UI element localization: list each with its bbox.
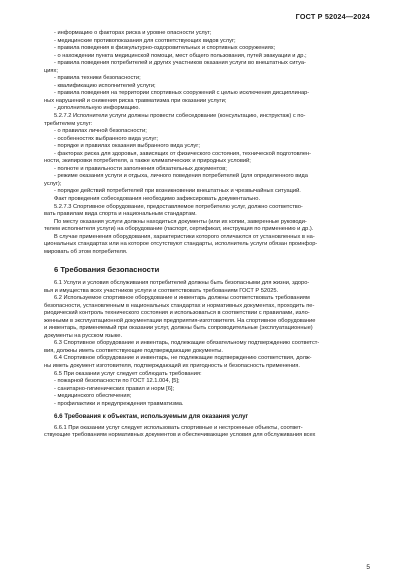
text-line: услуг);: [44, 180, 62, 187]
list-item: - о нахождении пункта медицинской помощи, мест общего пользования, путей эвакуации и др.;: [54, 52, 307, 59]
paragraph-5-2-7-3: 5.2.7.3 Спортивное оборудование, предоставляемое потребителю услуг, должно соответство-: [54, 203, 303, 210]
text-line: и инвентарь, применяемый при оказании услуг, должны быть сопроводительные (эксплуатационные): [44, 325, 313, 332]
paragraph-6-5: 6.5 При оказании услуг следует соблюдать требования:: [54, 370, 202, 377]
list-item: - правила поведения потребителей и других участников оказания услуги во внештатных ситуа-: [54, 60, 306, 67]
list-item: - правила поведения в физкультурно-оздоровительных и спортивных сооружениях;: [54, 45, 276, 52]
text-line: безопасности, установленным в национальных стандартах и нормативных документах, проходить пе-: [44, 302, 315, 309]
paragraph-6-1: 6.1 Услуги и условия обслуживания потребителей должны быть безопасными для жизни, здоро-: [54, 279, 310, 286]
text-line: циональных стандартах или на которое отсутствуют стандарты, исполнитель услуги обязан проинфор-: [44, 241, 318, 248]
list-item: - квалификацию исполнителей услуги;: [54, 82, 156, 89]
text-line: В случае применения оборудования, характеристики которого отличаются от установленных в на-: [54, 233, 315, 240]
page-number: 5: [366, 564, 370, 571]
text-line: риодический контроль технического состояния и использоваться в соответствии с правилами, изло-: [44, 310, 310, 317]
text-line: вать правилам вида спорта и национальным стандартам.: [44, 211, 197, 218]
text-line: вья и имущества всех участников услуги и соответствовать требованиям ГОСТ Р 52025.: [44, 287, 279, 294]
text-line: вия, должны иметь соответствующие подтверждающие документы.: [44, 347, 223, 354]
list-item: - санитарно-гигиенических правил и норм [6];: [54, 385, 175, 392]
list-item: - порядке действий потребителей при возникновении внештатных и чрезвычайных ситуаций.: [54, 188, 301, 195]
list-item: - полноте и правильности заполнения обязательных документов;: [54, 165, 227, 172]
text-line: циях;: [44, 67, 58, 74]
section-heading-6-6: 6.6 Требования к объектам, используемым для оказания услуг: [54, 413, 249, 421]
list-item: - порядке и правилах оказания выбранного вида услуг;: [54, 143, 200, 150]
section-heading-6: 6 Требования безопасности: [54, 265, 160, 275]
text-line: требителем услуг:: [44, 120, 93, 127]
list-item: - факторах риска для здоровья, зависящих от физического состояния, технической подготовлен-: [54, 150, 312, 157]
document-body: [44, 30, 370, 440]
list-item: - правила поведения на территории спортивных сооружений с целью исключения дисциплинар-: [54, 90, 310, 97]
text-line: ных нарушений и снижения риска травматизма при оказании услуги;: [44, 97, 227, 104]
document-id-header: ГОСТ Р 52024—2024: [295, 12, 370, 21]
text-line: По месту оказания услуги должны находиться документы (или их копии, заверенные руководи-: [54, 218, 307, 225]
list-item: - дополнительную информацию.: [54, 105, 141, 112]
list-item: - режиме оказания услуги и отдыха, личного поведения потребителей (для определенного вида: [54, 173, 308, 180]
list-item: - медицинского обеспечения;: [54, 393, 132, 400]
paragraph-6-2: 6.2 Используемое спортивное оборудование и инвентарь должны соответствовать требованиям: [54, 295, 310, 302]
list-item: - правила техники безопасности;: [54, 75, 141, 82]
paragraph-5-2-7-2: 5.2.7.2 Исполнители услуги должны провести собеседование (консультацию, инструктаж) с по-: [54, 113, 306, 120]
paragraph-6-3: 6.3 Спортивное оборудование и инвентарь, подлежащие обязательному подтверждению соответст-: [54, 340, 320, 347]
text-line: ны иметь документ изготовителя, подтверждающий их пригодность и безопасность применения.: [44, 362, 300, 369]
text-line: женными в эксплуатационной документации предприятия-изготовителя. На спортивное оборудование: [44, 317, 316, 324]
text-line: мировать об этом потребителя.: [44, 248, 128, 255]
paragraph-6-4: 6.4 Спортивное оборудование и инвентарь, не подлежащие подтверждению соответствия, долж-: [54, 355, 312, 362]
list-item: - пожарной безопасности по ГОСТ 12.1.004, [5];: [54, 378, 180, 385]
list-item: - особенностях выбранного вида услуг;: [54, 135, 158, 142]
list-item: - профилактики и предупреждения травматизма.: [54, 400, 184, 407]
list-item: - о правилах личной безопасности;: [54, 128, 147, 135]
text-line: ствующие требованиям нормативных документов и обеспечивающие условия для обслуживания всех: [44, 432, 316, 439]
text-line: Факт проведения собеседования необходимо зафиксировать документально.: [54, 196, 261, 203]
text-line: телем исполнителя услуги) на оборудование (паспорт, сертификат, инструкция по применению и др.).: [44, 226, 314, 233]
text-line: документы на русском языке.: [44, 332, 123, 339]
list-item: - медицинские противопоказания для соответствующих видов услуг;: [54, 37, 236, 44]
text-line: ности, экипировки потребителя, а также климатических и природных условий;: [44, 158, 251, 165]
paragraph-6-6-1: 6.6.1 При оказании услуг следует использовать спортивные и нестроенные объекты, соответ-: [54, 424, 303, 431]
list-item: - информацию о факторах риска и уровне опасности услуг;: [54, 30, 212, 36]
